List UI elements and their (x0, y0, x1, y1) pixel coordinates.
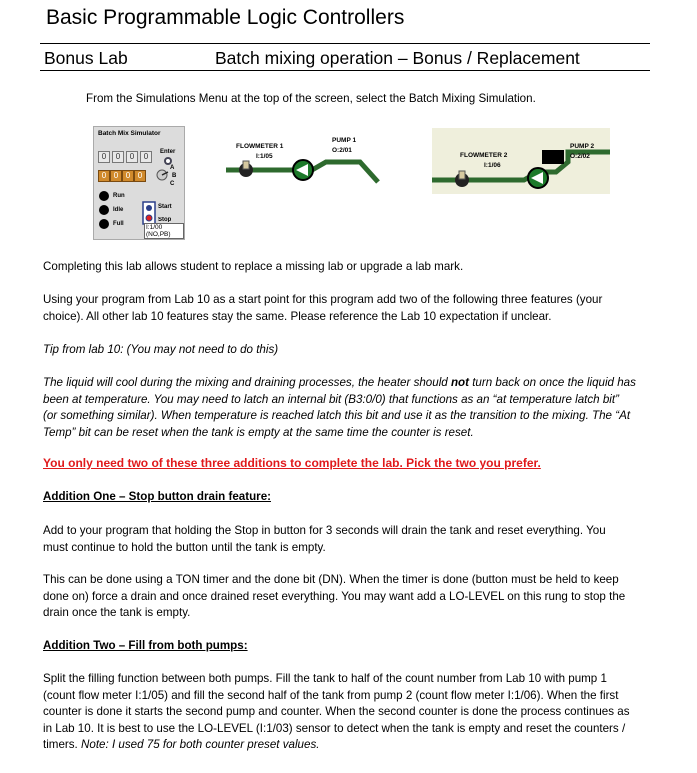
addition-one-hint (43, 572, 625, 622)
header-rule-top (40, 43, 650, 44)
flow-diagram-2 (432, 128, 610, 194)
text-line: in Lab 10. It is best to use the LO-LEVEL (I:1/03) sensor to detect when the tank is empty and reset the counters / (43, 721, 626, 735)
text-line: timers. Note: I used 75 for both counter preset values. (43, 738, 320, 751)
header-rule-bottom (40, 70, 650, 71)
selector-a-label: A (170, 165, 175, 171)
counter-digit: 0 (98, 170, 110, 182)
counter-digit: 0 (134, 170, 146, 182)
run-label: Run (113, 193, 125, 199)
tip-body (43, 375, 636, 441)
flow-diagram-1 (192, 126, 398, 196)
idle-label: Idle (113, 207, 124, 213)
pump-1-piping-graphic (192, 126, 398, 196)
pump-2-address: O:2/02 (570, 153, 590, 160)
enter-button[interactable] (164, 157, 172, 165)
thumbwheel-digit[interactable]: 0 (112, 151, 124, 163)
tip-heading: Tip from lab 10: (You may not need to do this) (43, 343, 279, 356)
text-line: The liquid will cool during the mixing and draining processes, the heater should not turn back on once the liquid has (43, 376, 636, 389)
batch-mix-simulator-panel (93, 126, 185, 240)
requirement-note: You only need two of these three additions to complete the lab. Pick the two you prefer. (43, 456, 541, 470)
addition-two-description (43, 671, 630, 754)
addition-two-heading: Addition Two – Fill from both pumps: (43, 639, 248, 652)
flowmeter-1-label: FLOWMETER 1 (236, 143, 284, 150)
flowmeter-2-address: I:1/06 (484, 162, 501, 169)
pump-1-label: PUMP 1 (332, 137, 357, 144)
enter-label: Enter (160, 149, 176, 155)
text-line: Split the filling function between both pumps. Fill the tank to half of the count number from Lab 10 with pump 1 (43, 672, 607, 685)
text-line: must continue to hold the button until the tank is empty. (43, 540, 326, 554)
run-lamp (99, 191, 109, 201)
flowmeter-1-address: I:1/05 (256, 153, 273, 160)
pump-2-piping-graphic (432, 128, 610, 194)
text-line: (count flow meter I:1/05) and fill the second half of the tank from pump 2 (count flow meter I:1/06). When the first (43, 688, 619, 702)
full-label: Full (113, 221, 124, 227)
start-stop-pushbuttons[interactable] (142, 201, 156, 225)
text-line: done on) force a drain and once drained reset everything. You may want add a LO-LEVEL on this rung to stop the (43, 589, 626, 603)
start-label: Start (158, 204, 172, 210)
selector-switch-icon[interactable] (156, 169, 170, 181)
simulator-title: Batch Mix Simulator (98, 130, 161, 137)
counter-digit: 0 (110, 170, 122, 182)
text-line: drain once the tank is empty. (43, 606, 191, 619)
text-line: Temp” bit can be reset when the tank is empty at the same time the counter is reset. (43, 425, 474, 439)
full-lamp (99, 219, 109, 229)
stop-label: Stop (158, 217, 172, 222)
text-line: Add to your program that holding the Stop in button for 3 seconds will drain the tank and reset everything. You (43, 524, 606, 537)
selector-c-label: C (170, 181, 175, 187)
thumbwheel-digit[interactable]: 0 (140, 151, 152, 163)
counter-digit: 0 (122, 170, 134, 182)
text-line: (or something similar). When temperature is reached latch this bit and use it as the transition to the mixing. The “At (43, 409, 631, 422)
idle-lamp (99, 205, 109, 215)
pump-1-address: O:2/01 (332, 147, 352, 154)
page-title: Basic Programmable Logic Controllers (46, 6, 405, 29)
text-line: counter is done it starts the second pump and counter. When the second counter is done the process continues as (43, 705, 630, 718)
input-address-tooltip: I:1/00 (NO,PB) (144, 223, 184, 239)
addition-one-description (43, 523, 606, 556)
lab-name: Bonus Lab (44, 48, 128, 68)
addition-one-heading: Addition One – Stop button drain feature: (43, 490, 271, 503)
intro-text: From the Simulations Menu at the top of the screen, select the Batch Mixing Simulation. (86, 92, 536, 105)
pump-2-label: PUMP 2 (570, 143, 595, 150)
text-line: Using your program from Lab 10 as a start point for this program add two of the following three features (your (43, 293, 603, 306)
lab-subtitle: Batch mixing operation – Bonus / Replacement (215, 48, 580, 68)
thumbwheel-digit[interactable]: 0 (126, 151, 138, 163)
completion-note: Completing this lab allows student to replace a missing lab or upgrade a lab mark. (43, 260, 464, 273)
selector-b-label: B (172, 173, 177, 179)
thumbwheel-digit[interactable]: 0 (98, 151, 110, 163)
instructions-paragraph (43, 292, 602, 325)
text-line: choice). All other lab 10 features stay the same. Please reference the Lab 10 expectation if unclear. (43, 309, 552, 323)
flowmeter-2-label: FLOWMETER 2 (460, 152, 508, 159)
text-line: been at temperature. You may need to latch an internal bit (B3:0/0) that functions as an “at temperature latch bit” (43, 392, 619, 406)
text-line: This can be done using a TON timer and the done bit (DN). When the timer is done (button must be held to keep (43, 573, 619, 586)
